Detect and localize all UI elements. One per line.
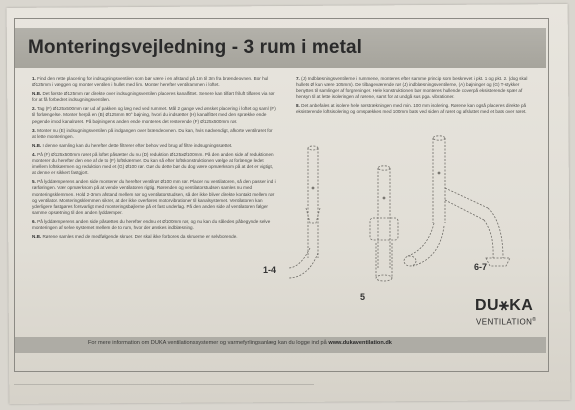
instruction-number: N.B.	[32, 91, 42, 97]
duka-logo	[475, 297, 550, 333]
instruction-number: 5.	[32, 179, 36, 185]
instruction-text: Det anbefales at isolere hele rørstrækningen med min. 100 mm isolering. Rørene kan også placeres direkte på eksisterende loftsisolering og omspækkes med 100mm bats ved siden af røret og afsluttet med et bats over røret.	[296, 103, 527, 115]
pipe-stack-left	[308, 148, 318, 258]
pipe-end-top-right	[433, 136, 445, 140]
instruction-number: 7.	[296, 76, 300, 81]
fitting-dot	[383, 197, 386, 200]
page-title: Monteringsvejledning - 3 rum i metal	[28, 37, 363, 58]
instruction-number: 4.	[32, 151, 36, 157]
instruction-text: (J) Indblæsningsventilerne i rummene, monteres efter samme princip som beskrevet i pkt. 1 og pkt. 2. (dog skal hullets Ø kun være 105mm). De tilbageværende rør (J) indblæsningsventilerne, (A) bøjninger og (G) T-stykker benyttes til samlinger af forgreninger. Hele konstruktionen bør monteres hullende coverpå eksisterende spær af hensyn til at lette isoleringen af rørene, samt for at undgå sus pga. vibrationer.	[296, 76, 528, 100]
instruction-text: Find den rette placering for indsugningsventilen som bør være i en afstand på 1m til 3m fra brændeovnen. Bor hul Ø125mm i væggen og monter ventilen i hullet med lim. Monter herefter ventilrammen i loftet.	[32, 76, 269, 88]
silencer-end	[376, 275, 392, 281]
fan-unit	[370, 218, 398, 240]
figure-label-steps-1-4: 1-4	[263, 265, 277, 275]
pipe-end-top-center	[378, 166, 390, 170]
instruction-paragraph	[32, 106, 276, 124]
instruction-paragraph	[296, 103, 532, 115]
instruction-paragraph	[32, 128, 276, 140]
fitting-dot	[312, 187, 315, 190]
footer-info: For mere information om DUKA ventilationssystemer og varmefyrlingsanlæg kan du logge ind på www.dukaventilation.dk	[88, 340, 392, 346]
website-link[interactable]: www.dukaventilation.dk	[328, 340, 392, 346]
instruction-number: 3.	[32, 127, 36, 133]
elbow-left	[288, 248, 318, 278]
instruction-text: På lyddæmperens anden side monterer du herefter ventilrør Ø100 mm rør. Placer nu ventilatoren, så den passer ind i rørføringen. Vær opmærksom på at vende ventilatoren rigtig. Rørenden og ventilatorstudsen samles nu med monteringsklemmen. Hold 2-3mm afstand mellem rør og ventilatorstudsen, så der ikke bliver direkte kontakt mellem rør og ventilator. Monteringsklemmen sikrer, at der ikke overføres motorvibrationer til kanalsystemet. Ventilatoren kan yderligere fastgøres forsvarligt med monteringsbøjlerne på et fast underlag. På den anden side af ventilatoren følger samme opsætning til den anden lyddæmper.	[32, 179, 276, 215]
instruction-number: 1.	[32, 76, 36, 81]
instructions-right-column	[296, 76, 532, 119]
instruction-number: 6.	[32, 218, 36, 224]
instruction-text: Tag (F) Ø125x500mm rør ud af pakken og læg ned ved rummet. Mål 2 gange ved ønsket placering i loftet og saml (F) til forlængelse. Monter herpå en (B) Ø125mm 90° bøjning, hvori du indsætter (H) kanalfittet med den sprække ende pegende imod kanalrøret. På bøjningens anden ende monteres det resterende (F) Ø125x500mm rør.	[32, 106, 276, 124]
scan-artifact-line	[14, 384, 314, 385]
instruction-number: N.B.	[32, 234, 42, 240]
fitting-dot	[438, 172, 441, 175]
valve-right	[404, 256, 416, 266]
instruction-number: 8.	[296, 103, 300, 109]
diffuser-right	[486, 258, 510, 266]
instruction-paragraph	[32, 91, 276, 103]
instruction-text: Monter nu (E) indsugningsventilen på indgangen over brændeovnen. Du kan, hvis nødvendigt, afkorte ventilrøret for at lette monteringen.	[32, 127, 273, 139]
figure-label-steps-6-7: 6-7	[474, 262, 488, 272]
logo-subtitle: VENTILATION®	[476, 317, 537, 327]
instructions-left-column	[32, 76, 276, 243]
instruction-paragraph	[32, 219, 276, 231]
pipe-stack-right	[433, 138, 445, 223]
reducer-left	[306, 208, 320, 223]
instruction-paragraph	[32, 76, 276, 88]
instruction-text: På (F) Ø125x500mm røret på loftet påsætter du nu (D) reduktion Ø125xØ100mm. På den anden side af reduktionen monterer du herefter den ene af de to (F) loftskærmer. Du kan så efter loftskonstruktionen vælge at forlænge ledet imellem loftskærmen og reduktion med et (G) Ø100 rør. Gør du dette bør du dog være opmærksom på at det er vigtigt, at denne er sikkert fastgjort.	[32, 151, 274, 176]
instruction-paragraph	[32, 234, 276, 240]
instruction-paragraph	[32, 152, 276, 176]
elbow-right	[408, 223, 444, 266]
pipe-end-top-left	[308, 146, 318, 150]
branch-pipe-right	[484, 208, 503, 258]
instruction-paragraph	[296, 76, 532, 100]
logo-wordmark: DU⚹KA	[475, 297, 534, 314]
instruction-number: N.B.	[32, 142, 42, 148]
instruction-text: På lyddæmperens anden side påsættes du herefter endnu et Ø100mm rør, og nu kan du således påbegynde selve monteringen af selve systemet mellem de to rum, hvor der ønskes indblæsning.	[32, 218, 271, 230]
instruction-text: Det første Ø125mm rør direkte over indsugningsventilen placeres kanalfittet. Senere kan tilført friluft tilføres via rør for at få forbedret indsugningsventilen.	[32, 91, 275, 103]
instruction-number: 2.	[32, 106, 36, 112]
instruction-paragraph	[32, 143, 276, 149]
t-piece-right	[445, 188, 488, 220]
instruction-paragraph	[32, 179, 276, 216]
instruction-text: I denne samling kan du herefter dette filtrerer efter behov ved brug af filtre indsugningssættet.	[42, 142, 233, 148]
figure-label-step-5: 5	[360, 292, 366, 302]
instruction-text: Rørene samles med de medfølgende skruer. Der skal ikke forbores da skruerne er selvborende.	[42, 234, 238, 240]
